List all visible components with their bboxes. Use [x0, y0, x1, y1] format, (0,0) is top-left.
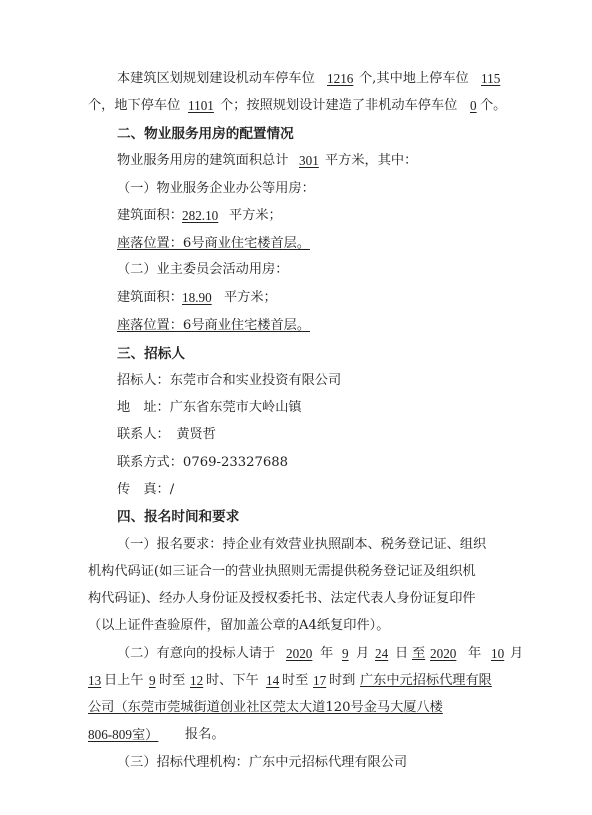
ground-parking: 115	[481, 71, 501, 86]
bike-parking: 0	[470, 98, 477, 113]
underground-parking: 1101	[188, 98, 214, 113]
document-page: 本建筑区划规划建设机动车停车位 1216 个,其中地上停车位 115 个，地下停车位 1101 个；按照规划设计建造了非机动车停车位 0 个。 二、物业服务用房的配置情况 物业服务用房的建筑面积总计 301 平方米，其中： （一）物业服务企业办公等用房： 建筑面积： 282.10 平方米； 座落位置：6号商业住宅楼首层。 （二）业主委员会活动用房： 建筑面积： 18.90 平方米； 座落位置：6号商业住宅楼首层。 三、招标人 招标人：东莞市合和实业投资有限公司 地 址：广东省东莞市大岭山镇 联系人： 黄贤哲 联系方式：0769-23327688 传 真：/ 四、报名时间和要求 （一）报名要求：持企业有效营业执照副本、税务登记证、组织 机构代码证(如三证合一的营业执照则无需提供税务登记证及组织机 构代码证)、经办人身份证及授权委托书、法定代表人身份证复印件 （以上证件查验原件，留加盖公章的A4纸复印件）。 （二）有意向的投标人请于 2020 年 9 月 24 日 至 2020 年 10 月 13 日上午 9 时至 12 时、下午 14 时至 17 时到 广东中元招标代理有限 公司（东莞市莞城街道创业社区莞太大道120号金马大厦八楼 806-809室） 报名。 （三）招标代理机构：广东中元招标代理有限公司	[88, 71, 524, 770]
agency-name: 广东中元招标代理有限	[360, 673, 492, 688]
total-parking: 1216	[327, 71, 354, 86]
